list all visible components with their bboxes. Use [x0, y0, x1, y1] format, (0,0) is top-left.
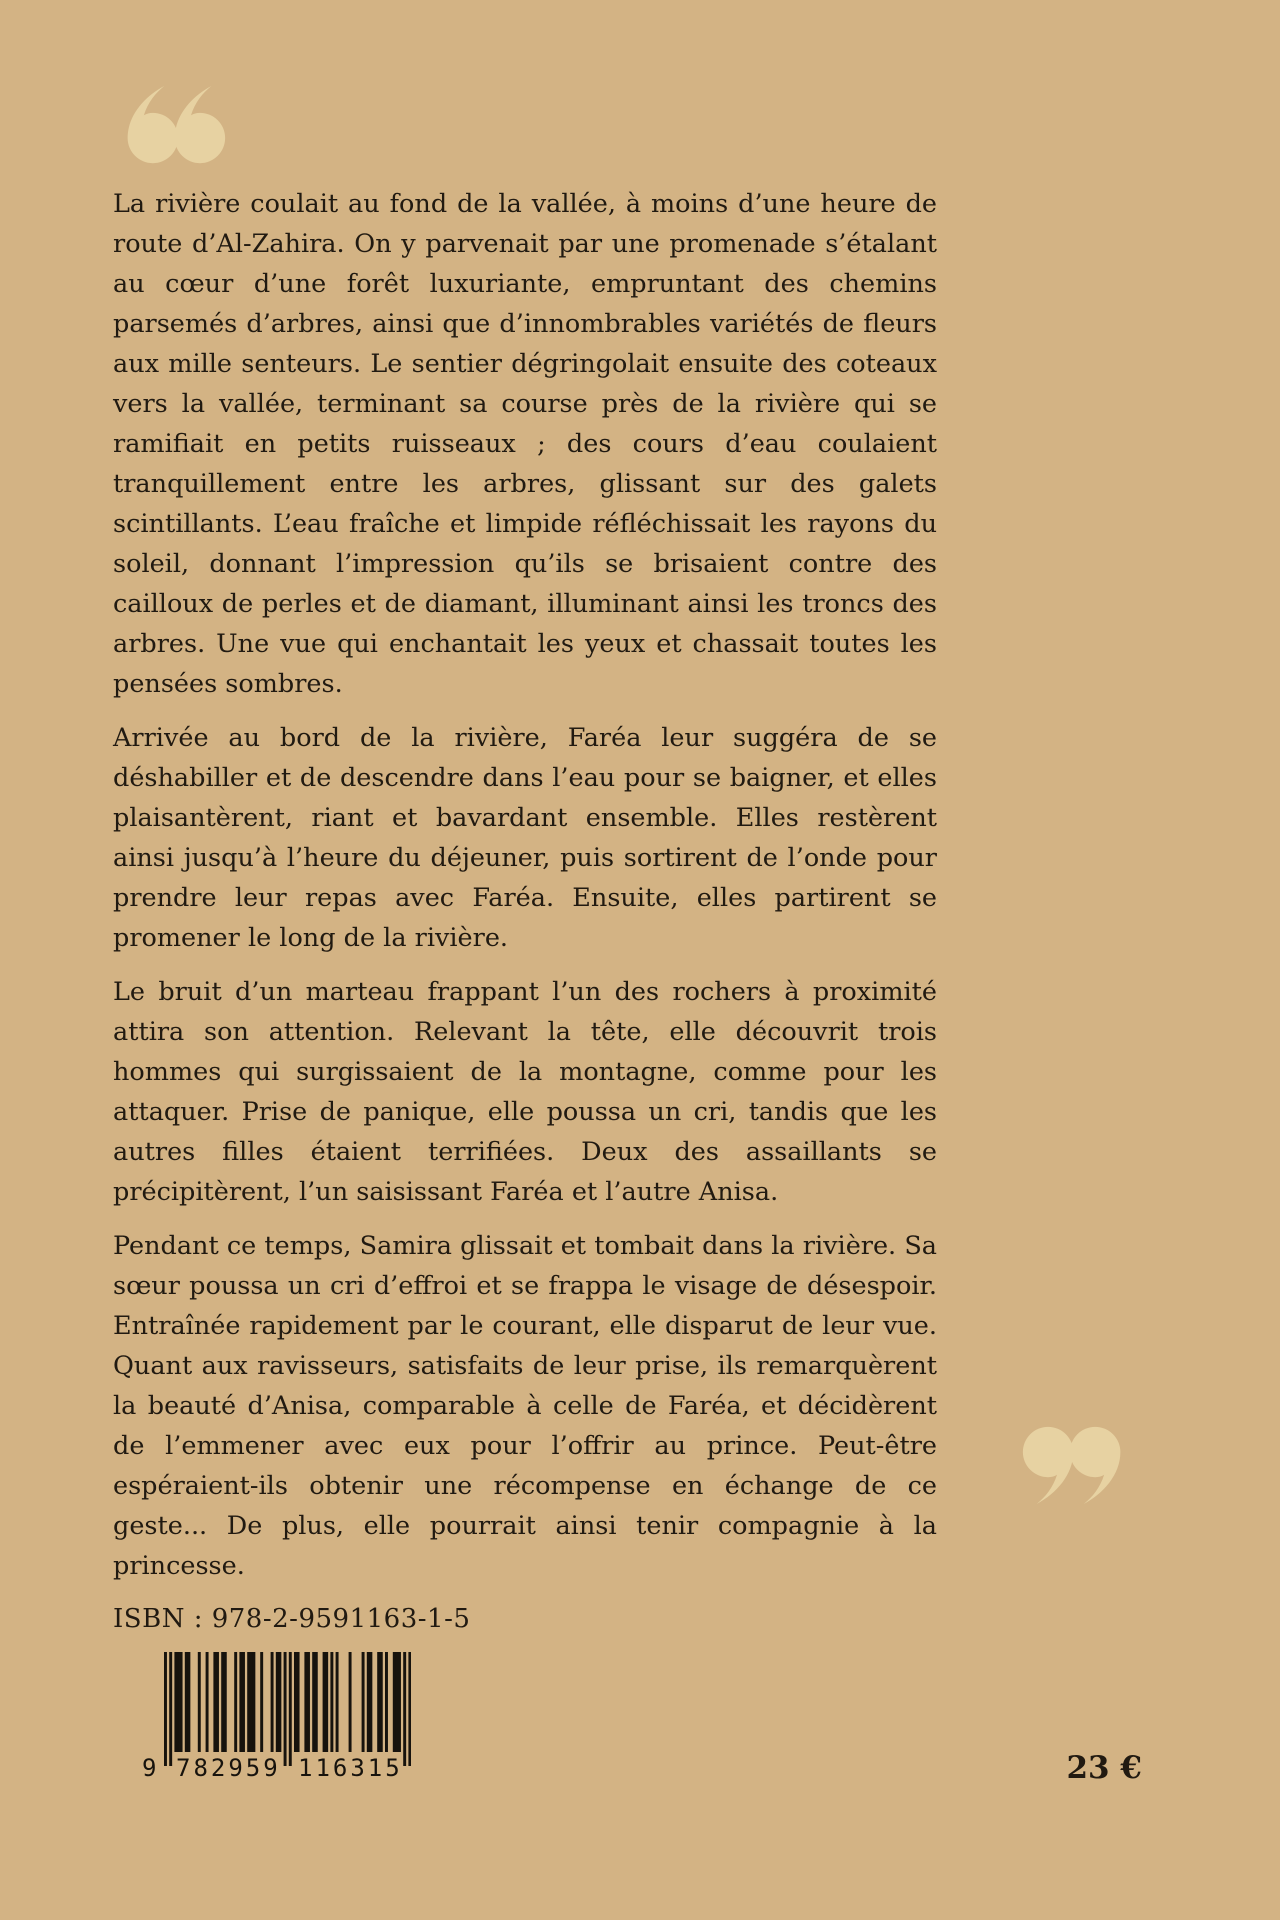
excerpt-paragraph-1: La rivière coulait au fond de la vallée, à moins d’une heure de route d’Al-Zahira. On y parvenait par une promenade s’étalant au cœur d’une forêt luxuriante, empruntant des chemins parsemés d’arbres, ainsi que d’innombrables variétés de fleurs aux mille senteurs. Le sentier dégringolait ensuite des coteaux vers la vallée, terminant sa course près de la rivière qui se ramifiait en petits ruisseaux ; des cours d’eau coulaient tranquillement entre les arbres, glissant sur des galets scintillants. L’eau fraîche et limpide réfléchissait les rayons du soleil, donnant l’impression qu’ils se brisaient contre des cailloux de perles et de diamant, illuminant ainsi les troncs des arbres. Une vue qui enchantait les yeux et chassait toutes les pensées sombres. [113, 189, 937, 699]
close-quote-icon [1018, 1424, 1122, 1506]
barcode-digit-group: 9 [142, 1754, 157, 1782]
excerpt-paragraph-3: Le bruit d’un marteau frappant l’un des rochers à proximité attira son attention. Relevant la tête, elle découvrit trois hommes qui surgissaient de la montagne, comme pour les attaquer. Prise de panique, elle poussa un cri, tandis que les autres filles étaient terrifiées. Deux des assaillants se précipitèrent, l’un saisissant Faréa et l’autre Anisa. [113, 977, 937, 1207]
barcode-digit-group: 116315 [298, 1754, 403, 1782]
excerpt-paragraph-2: Arrivée au bord de la rivière, Faréa leur suggéra de se déshabiller et de descendre dans l’eau pour se baigner, et elles plaisantèrent, riant et bavardant ensemble. Elles restèrent ainsi jusqu’à l’heure du déjeuner, puis sortirent de l’onde pour prendre leur repas avec Faréa. Ensuite, elles partirent se promener le long de la rivière. [113, 723, 937, 953]
barcode [142, 1652, 442, 1790]
barcode-digits [142, 1754, 442, 1786]
excerpt-paragraph-4: Pendant ce temps, Samira glissait et tombait dans la rivière. Sa sœur poussa un cri d’effroi et se frappa le visage de désespoir. Entraînée rapidement par le courant, elle disparut de leur vue. Quant aux ravisseurs, satisfaits de leur prise, ils remarquèrent la beauté d’Anisa, comparable à celle de Faréa, et décidèrent de l’emmener avec eux pour l’offrir au prince. Peut-être espéraient-ils obtenir une récompense en échange de ce geste... De plus, elle pourrait ainsi tenir compagnie à la princesse. [113, 1231, 937, 1581]
back-cover-excerpt [113, 184, 937, 1586]
open-quote-icon [126, 84, 230, 166]
isbn-text: ISBN : 978-2-9591163-1-5 [113, 1604, 471, 1634]
barcode-digit-group: 782959 [176, 1754, 281, 1782]
price-text: 23 € [1066, 1750, 1142, 1786]
